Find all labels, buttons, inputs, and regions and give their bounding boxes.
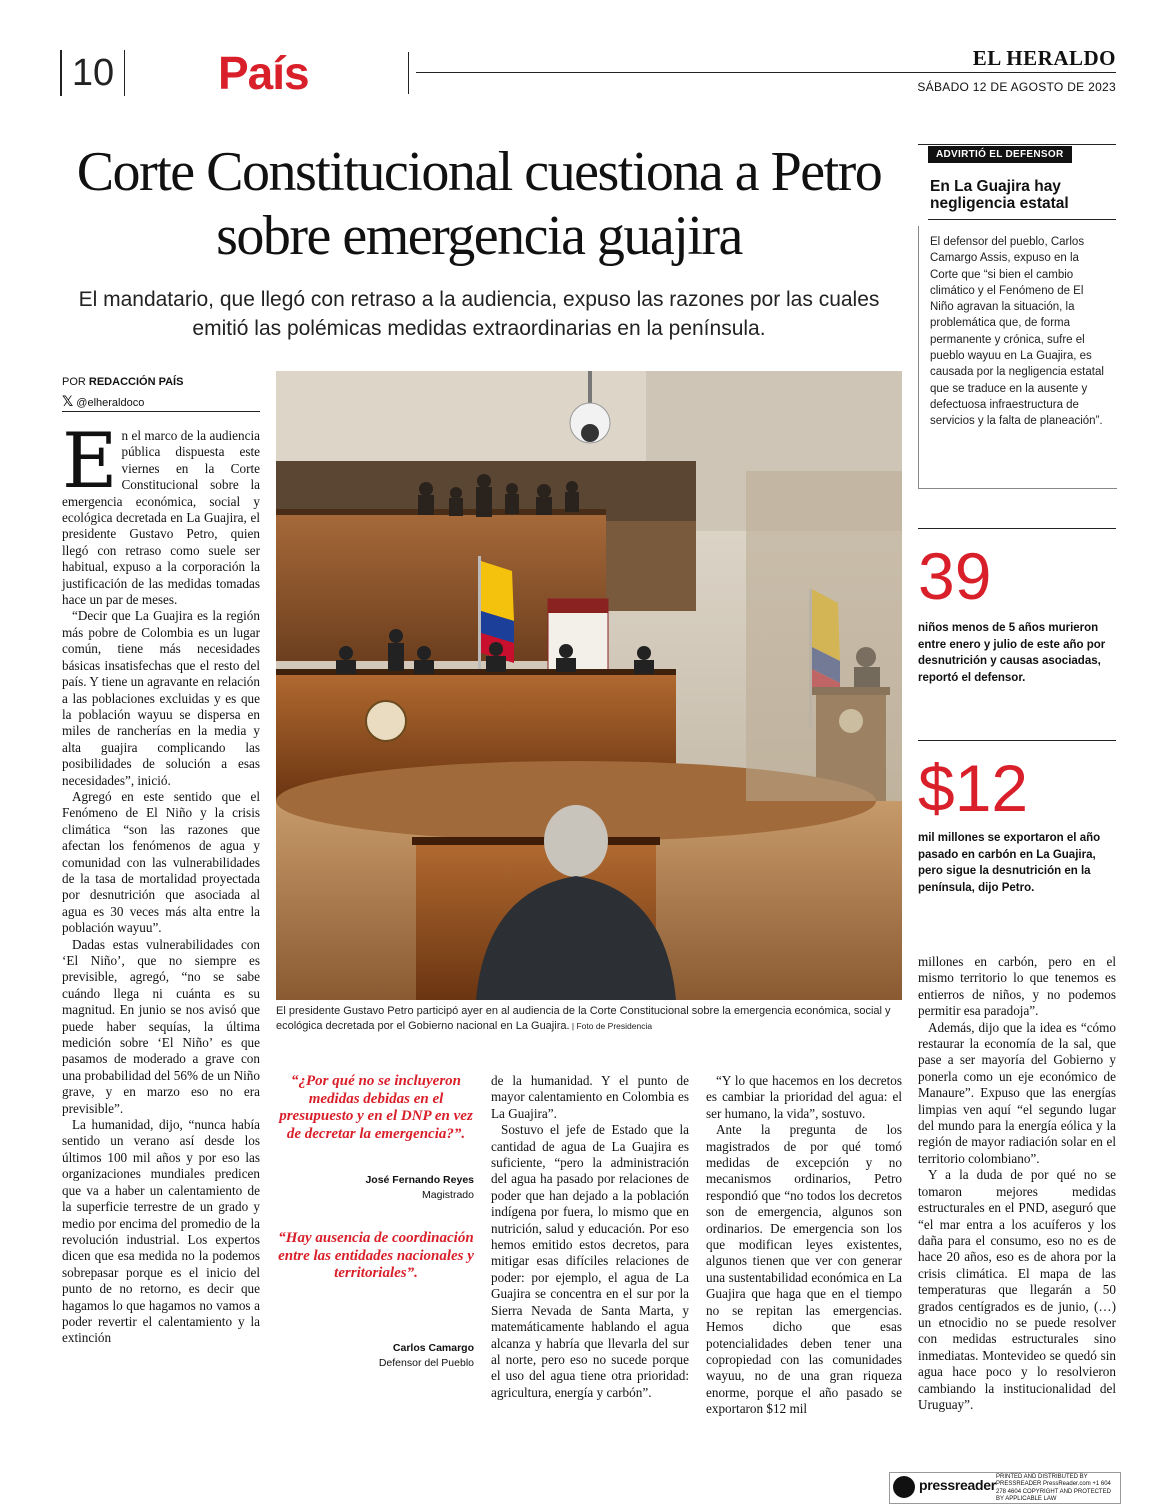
stat-rule <box>918 740 1116 741</box>
social-handle <box>62 393 144 410</box>
sidebar-rule <box>918 144 1116 145</box>
paragraph: Sostuvo el jefe de Estado que la cantidad de agua de La Guajira es suficiente, “pero la administración del agua ha pasado por relaciones de poder que han dejado a la población indígena por fuera, lo mismo que en nutrición, salud y educación. Por eso hemos emitido estos decretos, para mitigar esas difíciles relaciones de poder: por ejemplo, el agua de La Guajira se concentra en el sur por la Sierra Nevada de Santa Marta, y matemáticamente hablando el agua alcanza y habría que llevarla del sur al norte, pero eso no sucede porque el uso del agua tiene otra prioridad: agricultura, energía y carbón”. <box>491 1122 689 1400</box>
photo-credit: | Foto de Presidencia <box>569 1021 653 1031</box>
sidebar-title-rule <box>928 219 1116 220</box>
header-divider <box>408 52 409 94</box>
paragraph: de la humanidad. Y el punto de mayor calentamiento en Colombia es La Guajira”. <box>491 1073 689 1121</box>
courtroom-photo <box>276 371 902 1000</box>
paragraph: Además, dijo que la idea es “cómo restaurar la economía de la sal, que pase a ser mayoría del Gobierno y ponerla como un eje económico de Manaure”. Expuso que las energías limpias ven aquí “el segundo lugar del mundo para la energía eólica y la región de mayor radiación solar en el territorio colombiano”. <box>918 1019 1116 1166</box>
section-title: País <box>218 47 309 99</box>
stat-number: $12 <box>918 751 1029 825</box>
paragraph: La humanidad, dijo, “nunca había sentido un verano así desde los últimos 100 mil años y por eso las organizaciones mundiales predicen que va a haber un calentamiento de la superficie terrestre de un grado y medio por encima del promedio de la revolución industrial. Los expertos dicen que esa medida no la podemos sobrepasar porque es el inicio del punto de no retorno, es decir que hagamos lo que hagamos no vamos a poder revertir el calentamiento y la extinción <box>62 1117 260 1346</box>
stat-description: niños menos de 5 años murieron entre enero y julio de este año por desnutrición y causas asociadas, reportó el defensor. <box>918 622 1106 684</box>
stat-rule <box>918 528 1116 529</box>
paragraph: Y a la duda de por qué no se tomaron mejores medidas estructurales en el PND, aseguró que “el mar entra a los acuíferos y los daña para el consumo, eso no es de hace 20 años, eso es de ahora por la crisis climática. El mapa de las temperaturas que llegarán a 50 grados centígrados es de junio, (…) un etnocidio no se puede resolver con medidas estructurales sino inmediatas. Montevideo se quedó sin agua hace poco y lo resolvieron cambiando la institucionalidad del Uruguay”. <box>918 1167 1116 1412</box>
sidebar-text: El defensor del pueblo, Carlos Camargo Assis, expuso en la Corte que “si bien el cambio climático y el Fenómeno de El Niño agravan la situación, la problemática que, de forma permanente y crónica, sufre el pueblo wayuu en La Guajira, es causada por la negligencia estatal que se traduce en la ausente y defectuosa infraestructura de servicios y la falta de planeación”. <box>930 236 1104 428</box>
handle-text: @elheraldoco <box>76 397 145 409</box>
masthead-logo: EL HERALDO <box>972 46 1116 70</box>
quote-attribution-role: Magistrado <box>422 1189 474 1201</box>
subheadline: El mandatario, que llegó con retraso a la audiencia, expuso las razones por las cuales emitió las polémicas medidas extraordinarias en la península. <box>78 288 880 340</box>
paragraph: n el marco de la audiencia pública dispuesta este viernes en la Corte Constitucional sobre la emergencia económica, social y ecológica decretada en La Guajira, el presidente Gustavo Petro, quien llegó con retraso como suele ser habitual, expuso a la corporación la justificación de las medidas tomadas hace un par de meses. <box>62 428 260 608</box>
byline-author: REDACCIÓN PAÍS <box>88 376 184 388</box>
article-column-3 <box>491 1073 689 1401</box>
header-rule <box>416 72 1116 73</box>
photo-caption <box>276 1004 902 1034</box>
page-number: 10 <box>60 50 125 96</box>
paragraph: millones en carbón, pero en el mismo territorio lo que tenemos es entierros de niños, y no podemos permitir esa paradoja”. <box>918 954 1116 1019</box>
quote-attribution-name: Carlos Camargo <box>392 1342 474 1354</box>
quote-attribution-name: José Fernando Reyes <box>365 1174 474 1186</box>
article-column-4 <box>706 1073 902 1418</box>
stat-number: 39 <box>918 539 992 613</box>
pull-quote: “Hay ausencia de coordinación entre las entidades nacionales y territoriales”. <box>278 1230 474 1281</box>
paragraph: Agregó en este sentido que el Fenómeno de El Niño y la crisis climática “son las razones que afectan los fenómenos de agua y comunidad con las vulnerabilidades de la tasa de mortalidad proyectada por desnutrición que asociada al agua es 30 veces más alta entre la población wayuu”. <box>62 788 260 936</box>
paragraph: “Y lo que hacemos en los decretos es cambiar la prioridad del agua: el ser humano, la vida”, sostuvo. <box>706 1073 902 1121</box>
caption-text: El presidente Gustavo Petro participó ayer en al audiencia de la Corte Constitucional sobre la emergencia económica, social y ecológica decretada por el Gobierno nacional en La Guajira. <box>276 1005 891 1032</box>
pressreader-name: pressreader <box>919 1477 996 1493</box>
sidebar-kicker: ADVIRTIÓ EL DEFENSOR <box>928 146 1072 163</box>
x-logo-icon: 𝕏 <box>62 393 74 409</box>
photo-illustration <box>276 371 902 1000</box>
headline: Corte Constitucional cuestiona a Petro sobre emergencia guajira <box>76 141 882 267</box>
dropcap: E <box>62 416 118 505</box>
article-column-5 <box>918 954 1116 1413</box>
byline-prefix: POR <box>62 376 89 388</box>
article-column-1 <box>62 416 260 1347</box>
quote-attribution-role: Defensor del Pueblo <box>378 1357 474 1369</box>
stat-description: mil millones se exportaron el año pasado en carbón en La Guajira, pero sigue la desnutrición en la península, dijo Petro. <box>918 832 1101 894</box>
byline <box>62 376 183 388</box>
sidebar-title: En La Guajira hay negligencia estatal <box>930 178 1069 212</box>
paragraph: “Decir que La Guajira es la región más pobre de Colombia es un lugar común, tiene más necesidades básicas insatisfechas que el resto del país. Y tiene un agravante en relación a las poblaciones excluidas y es que la población wayuu se dispersa en miles de rancherías en la media y alta guajira complicando las posibilidades de solución a esas necesidades”, inició. <box>62 608 260 788</box>
issue-date: SÁBADO 12 DE AGOSTO DE 2023 <box>917 80 1116 94</box>
paragraph: Ante la pregunta de los magistrados de por qué tomó medidas de excepción y no mecanismos ordinarios, Petro respondió que “no todos los decretos son de emergencia, algunos son ordinarios. De emergencia son los que modifican leyes existentes, algunos tienen que ver con generar una sustentabilidad económica en La Guajira que haga que en el tiempo no se repitan las emergencias. Hemos dicho que esas potencialidades deben tener una copropiedad con las comunidades wayuu, no de una gran riqueza enorme, porque el año pasado se exportaron $12 mil <box>706 1122 902 1417</box>
paragraph: Dadas estas vulnerabilidades con ‘El Niño’, que no siempre es previsible, agregó, “no se sabe cuándo llega ni cuánta es su magnitud. En junio se nos avisó que puede haber sequías, la última medición sobre ‘El Niño’ es que pasamos de moderado a grave con una probabilidad del 56% de un Niño grave, y en marzo eso no era previsible”. <box>62 936 260 1116</box>
pressreader-fine-print: PRINTED AND DISTRIBUTED BY PRESSREADER PressReader.com +1 604 278 4604 COPYRIGHT AND PROTECTED BY APPLICABLE LAW <box>996 1474 1111 1502</box>
pull-quote: “¿Por qué no se incluyeron medidas debidas en el presupuesto y en el DNP en vez de decretar la emergencia?”. <box>279 1073 473 1142</box>
byline-rule <box>62 411 260 412</box>
pressreader-logo-icon <box>893 1476 915 1498</box>
